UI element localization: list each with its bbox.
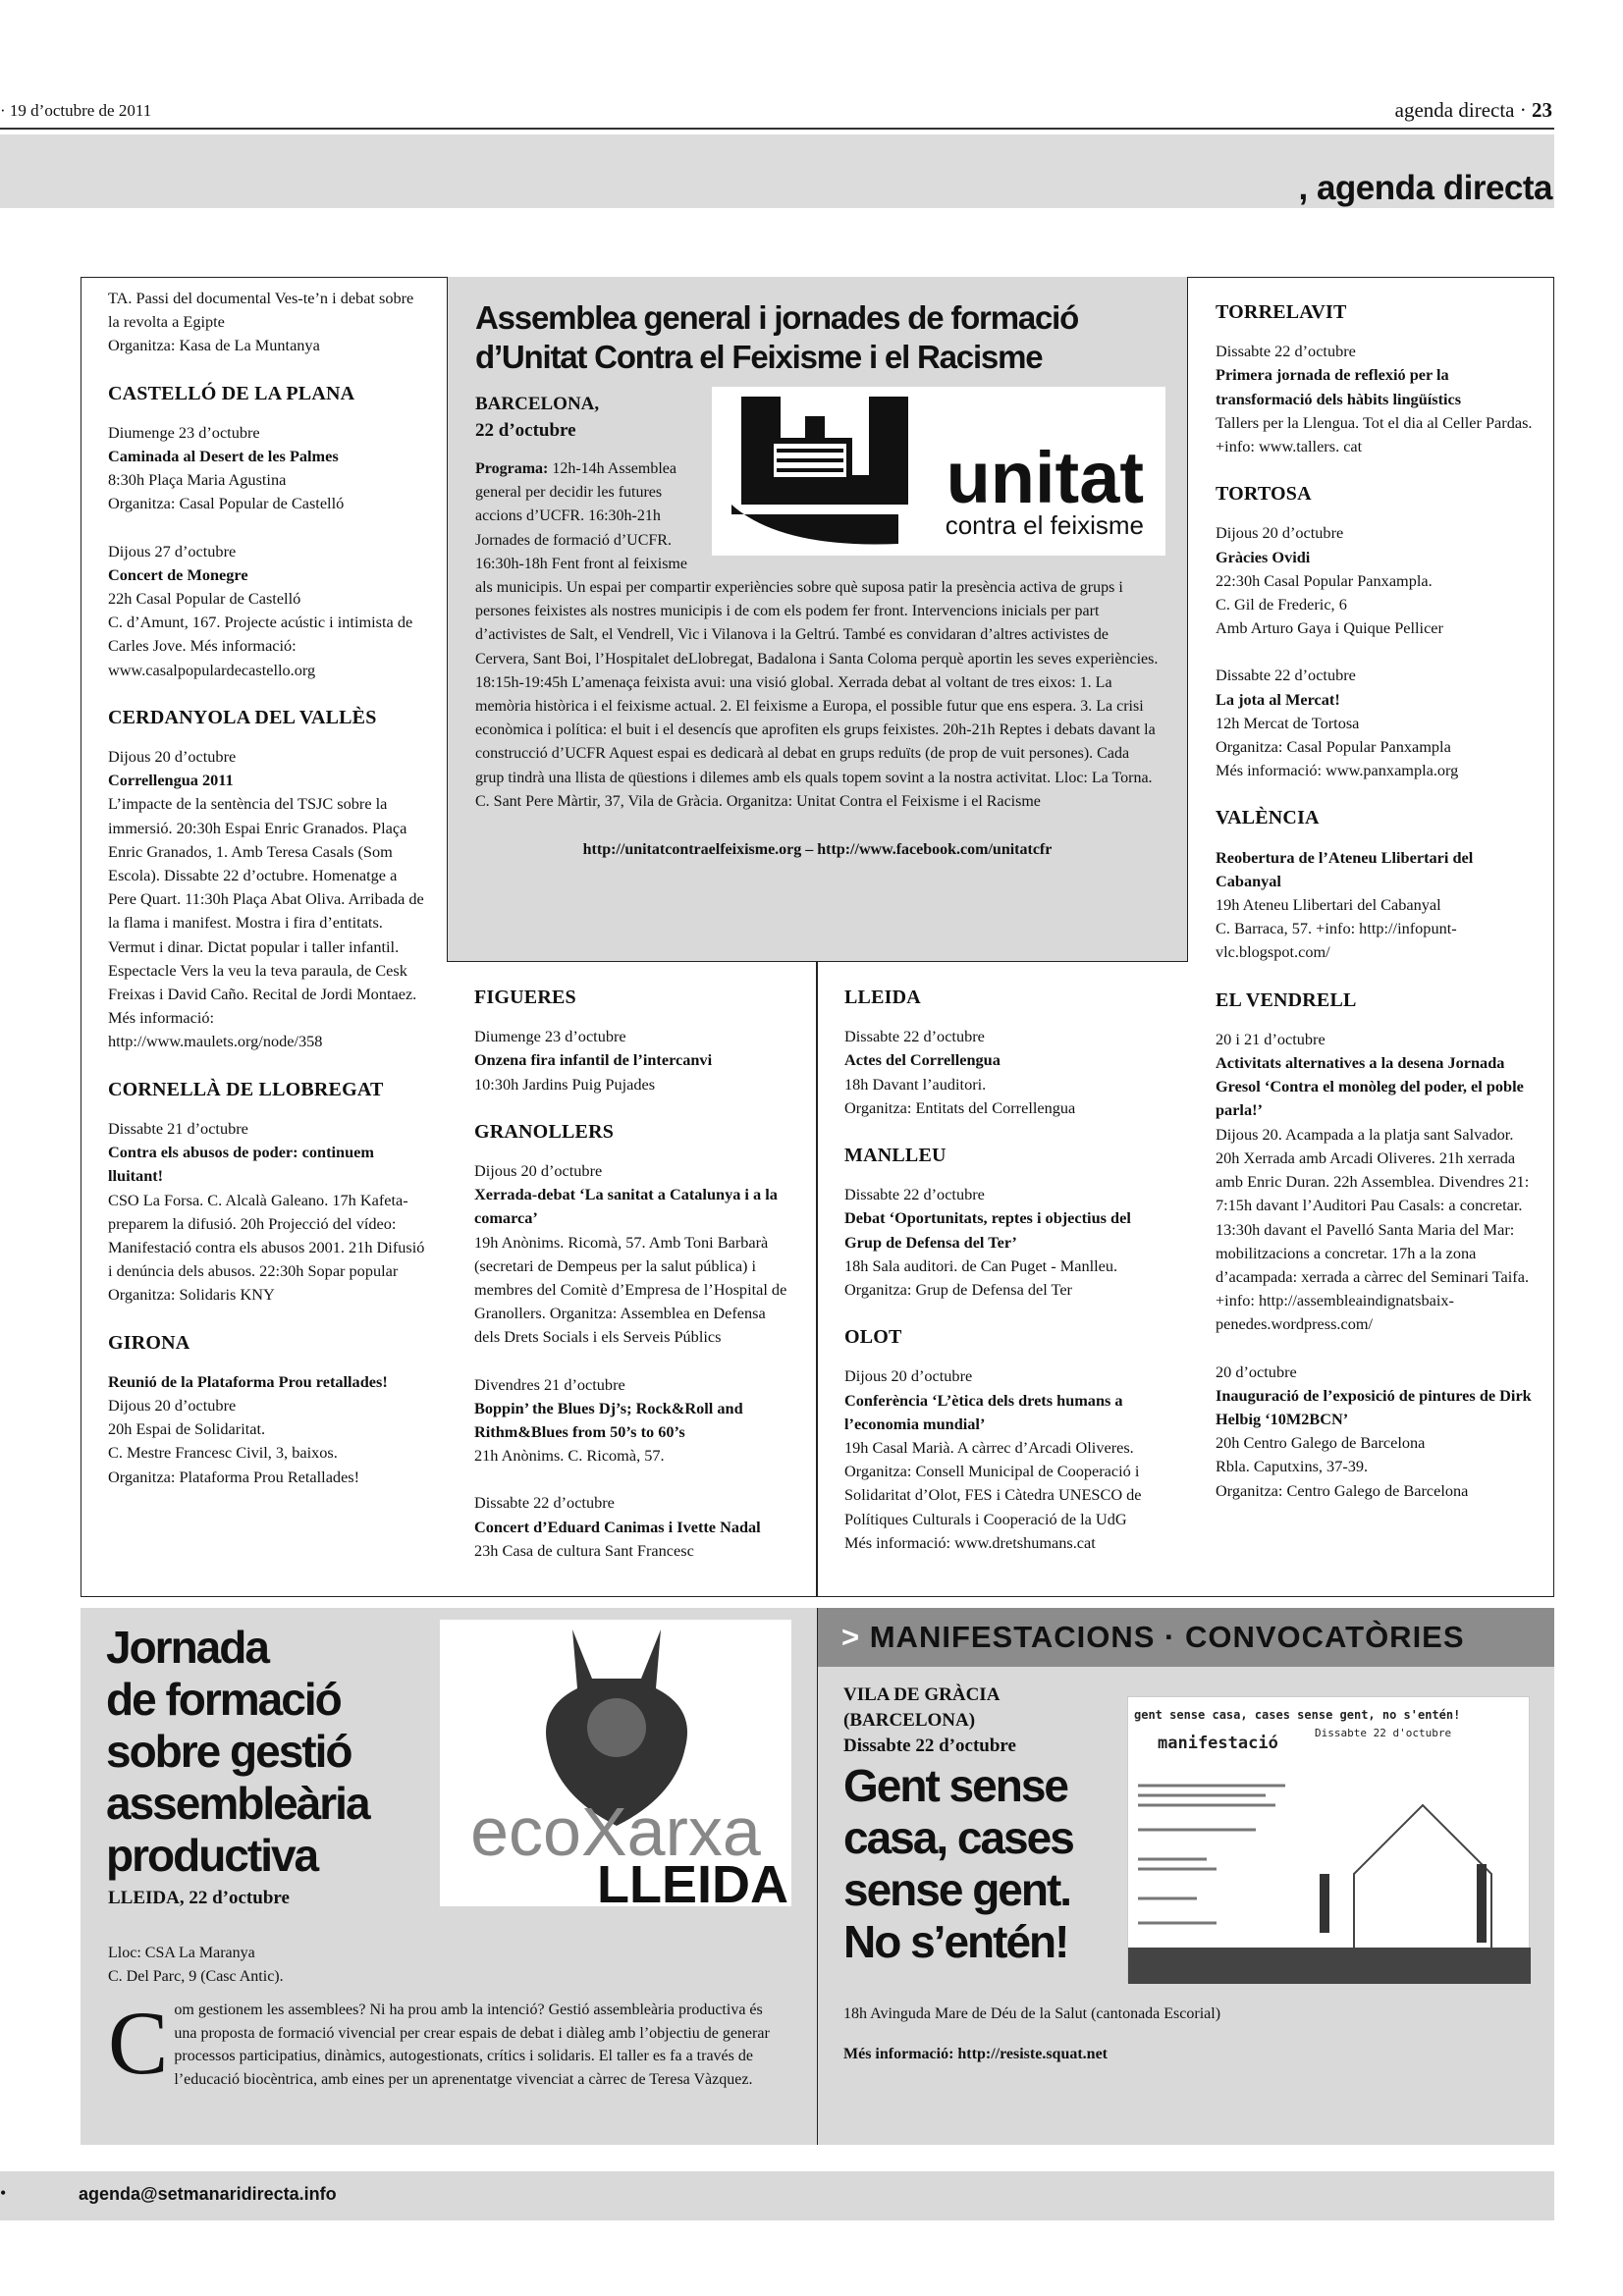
event-body: 19h Casal Marià. A càrrec d’Arcadi Oliveres. Organitza: Consell Municipal de Cooperació i Solidaritat d’Olot, FES i Càtedra UNESCO de Polítiques Culturals i Cooperació de la UdG Més informació: www.dretshumans.cat [844, 1438, 1142, 1552]
event-body: 22h Casal Popular de Castelló C. d’Amunt, 167. Projecte acústic i intimista de Carles Jove. Més informació: www.casalpopulardecastello.org [108, 589, 413, 679]
manifestacio-poster [1127, 1696, 1530, 1983]
feature-title: Assemblea general i jornades de formació d’Unitat Contra el Feixisme i el Racisme [475, 299, 1079, 375]
unitat-logo [712, 387, 1165, 556]
jornada-panel [81, 1608, 817, 2145]
section-title: MANIFESTACIONS · CONVOCATÒRIES [869, 1620, 1465, 1654]
event-body: L’impacte de la sentència del TSJC sobre la immersió. 20:30h Espai Enric Granados. Plaça Enric Granados, 1. Amb Teresa Casals (Som Escola). Dissabte 22 d’octubre. Homenatge a Pere Quart. 11:30h Plaça Abat Oliva. Arribada de la flama i manifest. Mostra i fira d’entitats. Vermut i dinar. Dictat popular i taller infantil. Espectacle Vers la veu la teva paraula, de Cesk Freixas i David Caño. Recital de Jordi Montaez. Més informació: http://www.maulets.org/node/358 [108, 794, 424, 1051]
event-body: 12h Mercat de Tortosa Organitza: Casal Popular Panxampla Més informació: www.panxampla.org [1216, 713, 1459, 780]
event-item [1216, 664, 1533, 782]
city-heading: CORNELLÀ DE LLOBREGAT [108, 1078, 384, 1100]
contact-email[interactable]: agenda@setmanaridirecta.info [79, 2184, 337, 2204]
more-info-link[interactable]: Més informació: http://resiste.squat.net [843, 2046, 1108, 2062]
event-title: Debat ‘Oportunitats, reptes i objectius del Grup de Defensa del Ter’ [844, 1208, 1131, 1252]
event-title: Reobertura de l’Ateneu Llibertari del Cabanyal [1216, 847, 1474, 890]
event-title: Concert d’Eduard Canimas i Ivette Nadal [474, 1517, 761, 1536]
city-heading: FIGUERES [474, 987, 576, 1008]
city-heading: OLOT [844, 1326, 902, 1349]
headline-line: assembleària [106, 1778, 369, 1829]
event-item [108, 421, 425, 516]
jornada-description [108, 1993, 785, 2093]
event-item [108, 745, 425, 1054]
left-column [81, 287, 447, 1513]
jornada-city-date: LLEIDA, 22 d’octubre [108, 1888, 290, 1908]
date: 22 d’octubre [475, 420, 576, 441]
event-body: CSO La Forsa. C. Alcalà Galeano. 17h Kafeta-preparem la difusió. 20h Projecció del vídeo: Manifestació contra els abusos 2001. 21h Difusió i denúncia dels abusos. 22:30h Sopar popular Organitza: Solidaris KNY [108, 1190, 425, 1305]
event-item [108, 540, 425, 682]
event-title: Reunió de la Plataforma Prou retallades! [108, 1371, 388, 1391]
drop-cap: C [108, 1993, 169, 2093]
event-date: Dissabte 21 d’octubre [108, 1118, 248, 1138]
event-body: 23h Casa de cultura Sant Francesc [474, 1540, 694, 1560]
mid-right-column [817, 972, 1188, 1578]
event-item [1216, 846, 1533, 965]
logo-subtext: LLEIDA [597, 1855, 788, 1906]
footer-bullet: • [0, 2183, 7, 2203]
mid-left-column [447, 972, 817, 1586]
event-date: 20 i 21 d’octubre [1216, 1029, 1325, 1048]
headline-line: No s’entén! [843, 1916, 1068, 1967]
description-text: om gestionem les assemblees? Ni ha prou amb la intenció? Gestió assembleària productiva és una proposta de formació vivencial per crear espais de debat i diàleg amb l’objectiu de generar processos participatius, dinàmics, autogestionats, crítics i solidaris. El taller es fa a través de l’educació biocèntrica, amb eines per un aprenentatge vivenciat a càrrec de Teresa Vàzquez. [174, 2002, 770, 2088]
jornada-title [106, 1622, 369, 1882]
poster-label: manifestació [1158, 1734, 1278, 1753]
headline-line: productiva [106, 1830, 318, 1881]
event-body: TA. Passi del documental Ves-te’n i debat sobre la revolta a Egipte Organitza: Kasa de La Muntanya [108, 289, 414, 355]
poster-text: gent sense casa, cases sense gent, no s'entén! [1134, 1708, 1461, 1722]
event-body: 10:30h Jardins Puig Pujades [474, 1074, 656, 1094]
event-date: Diumenge 23 d’octubre [474, 1027, 626, 1046]
city: BARCELONA, [475, 394, 600, 414]
event-date: Dissabte 22 d’octubre [1216, 342, 1356, 361]
headline-line: sense gent. [843, 1864, 1071, 1915]
event-title: Gràcies Ovidi [1216, 547, 1311, 566]
feature-links[interactable]: http://unitatcontraelfeixisme.org – http://www.facebook.com/unitatcfr [582, 841, 1053, 859]
event-body: Dijous 20. Acampada a la platja sant Salvador. 20h Xerrada amb Arcadi Oliveres. 21h xerrada amb Enric Duran. 22h Assemblea. Divendres 21: 7:15h davant l’Auditori Pau Casals: a concretar. 13:30h davant el Pavelló Santa Maria del Mar: mobilitzacions a concretar. 17h a la zona d’acampada: xerrada a càrrec del Seminari Taifa. +info: http://assembleaindignatsbaix-penedes.wordpress.com/ [1216, 1124, 1530, 1334]
date: Dissabte 22 d’octubre [843, 1735, 1016, 1756]
header-rule [0, 128, 1554, 130]
event-item [844, 1183, 1166, 1302]
headline-line: de formació [106, 1674, 341, 1725]
event-body: 8:30h Plaça Maria Agustina Organitza: Casal Popular de Castelló [108, 470, 345, 513]
event-title: Actes del Correllengua [844, 1050, 1001, 1070]
logo-text: unitat [946, 437, 1144, 518]
city-heading: MANLLEU [844, 1145, 947, 1167]
city-heading: CERDANYOLA DEL VALLÈS [108, 706, 377, 728]
event-item [474, 1491, 795, 1563]
event-title: Contra els abusos de poder: continuem lluitant! [108, 1143, 374, 1186]
event-location [843, 1682, 1016, 1759]
event-title: Correllengua 2011 [108, 771, 234, 790]
event-title: Activitats alternatives a la desena Jornada Gresol ‘Contra el monòleg del poder, el poble parla!’ [1216, 1053, 1524, 1120]
ecoxarxa-logo [440, 1620, 791, 1906]
event-date: Dijous 20 d’octubre [474, 1161, 603, 1181]
program-text: 12h-14h Assemblea general per decidir les futures accions d’UCFR. 16:30h-21h Jornades de formació d’UCFR. 16:30h-18h Fent front al feixisme als municipis. Un espai per compartir experiències sobre què suposa patir la presència activa de grups i persones feixistes als nostres municipis i de com els podem fer front. Intervencions inicials per part d’activistes de Salt, el Vendrell, Vic i Vilanova i la Geltrú. També es convidaran d’altres activistes de Cervera, Sant Boi, l’Hospitalet deLlobregat, Badalona i Santa Coloma perquè aportin les seves experiències. 18:15h-19:45h L’amenaça feixista avui: una visió global. Xerrada debat al voltant de tres eixos: 1. La memòria històrica i el feixisme actual. 2. El feixisme a Europa, el possible futur que ens espera. 3. La crisi econòmica i política: el buit i el desencís que aprofiten els grups feixistes. 20h-21h Reptes i debats davant la construcció d’UCFR Aquest espai es dedicarà al debat en grups reduïts (de prop de vuit persones). Cada grup tindrà una llista de qüestions i dilemes amb els quals topem sovint a la nostra activitat. Lloc: La Torna. C. Sant Pere Màrtir, 37, Vila de Gràcia. Organitza: Unitat Contra el Feixisme i el Racisme [475, 460, 1159, 810]
event-title: Onzena fira infantil de l’intercanvi [474, 1050, 713, 1070]
event-date: Divendres 21 d’octubre [474, 1374, 625, 1394]
issue-date: · 19 d’octubre de 2011 [0, 101, 152, 120]
event-title: Boppin’ the Blues Dj’s; Rock&Roll and Rithm&Blues from 50’s to 60’s [474, 1398, 743, 1442]
event-item [844, 1025, 1166, 1120]
manifestacions-panel [817, 1608, 1554, 2145]
event-title: Inauguració de l’exposició de pintures de Dirk Helbig ‘10M2BCN’ [1216, 1385, 1532, 1428]
event-date: Dijous 20 d’octubre [1216, 523, 1344, 543]
headline-line: Gent sense [843, 1760, 1067, 1811]
place: Lloc: CSA La Maranya [108, 1945, 255, 1961]
region: (BARCELONA) [843, 1710, 976, 1731]
headline-line: sobre gestió [106, 1726, 352, 1777]
event-title [843, 1760, 1073, 1968]
city-heading: CASTELLÓ DE LA PLANA [108, 382, 355, 404]
event-date: Dijous 27 d’octubre [108, 541, 237, 561]
headline-line: Jornada [106, 1622, 268, 1673]
event-body: 22:30h Casal Popular Panxampla. C. Gil de Frederic, 6 Amb Arturo Gaya i Quique Pellicer [1216, 570, 1443, 638]
city-heading: VALÈNCIA [1216, 807, 1320, 829]
event-body: 21h Anònims. C. Ricomà, 57. [474, 1446, 665, 1466]
event-body: 20h Centro Galego de Barcelona Rbla. Caputxins, 37-39. Organitza: Centro Galego de Barcelona [1216, 1433, 1469, 1500]
event-item [1216, 340, 1533, 458]
logo-subtext: contra el feixisme [945, 510, 1144, 540]
poster-date: Dissabte 22 d'octubre [1315, 1727, 1452, 1739]
event-date: Dijous 20 d’octubre [108, 747, 237, 767]
section-brand: , agenda directa [1298, 169, 1552, 207]
section-header [818, 1608, 1554, 1667]
event-body: 18h Davant l’auditori. Organitza: Entitats del Correllengua [844, 1074, 1076, 1117]
event-details: 18h Avinguda Mare de Déu de la Salut (cantonada Escorial) [843, 2005, 1221, 2022]
page-number [1395, 98, 1552, 123]
event-body: 18h Sala auditori. de Can Puget - Manlleu. Organitza: Grup de Defensa del Ter [844, 1255, 1118, 1300]
event-item [844, 1364, 1166, 1555]
city-heading: GIRONA [108, 1331, 190, 1354]
event-item [1216, 521, 1533, 640]
page-num: 23 [1532, 98, 1552, 122]
city-heading: EL VENDRELL [1216, 988, 1357, 1011]
city-heading: GRANOLLERS [474, 1120, 615, 1143]
event-body: Dijous 20 d’octubre 20h Espai de Solidaritat. C. Mestre Francesc Civil, 3, baixos. Organitza: Plataforma Prou Retallades! [108, 1395, 360, 1486]
event-item [1216, 1028, 1533, 1337]
event-item [474, 1373, 795, 1468]
event-title: Concert de Monegre [108, 564, 248, 584]
section-name: agenda directa · [1394, 98, 1532, 122]
chevron-right-icon: > [841, 1620, 861, 1654]
event-date: Diumenge 23 d’octubre [108, 422, 260, 442]
event-date: Dissabte 22 d’octubre [844, 1027, 985, 1046]
right-column [1188, 287, 1554, 1526]
program-label: Programa: [475, 460, 549, 477]
headline-line: casa, cases [843, 1812, 1073, 1863]
logo-text: ecoXarxa [470, 1793, 761, 1870]
event-date: Dissabte 22 d’octubre [474, 1493, 615, 1513]
event-item [108, 1370, 425, 1489]
event-body: 19h Anònims. Ricomà, 57. Amb Toni Barbarà (secretari de Dempeus per la salut pública) i membres del Comitè d’Empresa de l’Hospital de Granollers. Organitza: Assemblea en Defensa dels Drets Socials i els Serveis Públics [474, 1232, 787, 1347]
event-date: 20 d’octubre [1216, 1362, 1297, 1381]
event-date: Dissabte 22 d’octubre [1216, 666, 1356, 685]
event-item [108, 1117, 425, 1308]
event-title: Caminada al Desert de les Palmes [108, 447, 339, 466]
address: C. Del Parc, 9 (Casc Antic). [108, 1968, 284, 1985]
place: VILA DE GRÀCIA [843, 1684, 1001, 1705]
city-heading: TORTOSA [1216, 483, 1312, 506]
event-item [474, 1025, 795, 1096]
feature-box [447, 277, 1188, 962]
event-title: Xerrada-debat ‘La sanitat a Catalunya i a la comarca’ [474, 1185, 778, 1228]
event-title: La jota al Mercat! [1216, 689, 1340, 709]
city-heading: LLEIDA [844, 987, 921, 1008]
event-item [474, 1159, 795, 1350]
event-title: Primera jornada de reflexió per la transformació dels hàbits lingüístics [1216, 365, 1462, 408]
event-body: Tallers per la Llengua. Tot el dia al Celler Pardas. +info: www.tallers. cat [1216, 412, 1533, 456]
event-item [1216, 1361, 1533, 1503]
jornada-place [108, 1942, 284, 1989]
event-date: Dijous 20 d’octubre [844, 1366, 973, 1386]
event-item [108, 287, 425, 358]
event-title: Conferència ‘L’ètica dels drets humans a l’economia mundial’ [844, 1390, 1123, 1433]
event-date: Dissabte 22 d’octubre [844, 1185, 985, 1204]
event-body: 19h Ateneu Llibertari del Cabanyal C. Barraca, 57. +info: http://infopunt-vlc.blogspot.com/ [1216, 895, 1457, 962]
city-heading: TORRELAVIT [1216, 301, 1347, 323]
